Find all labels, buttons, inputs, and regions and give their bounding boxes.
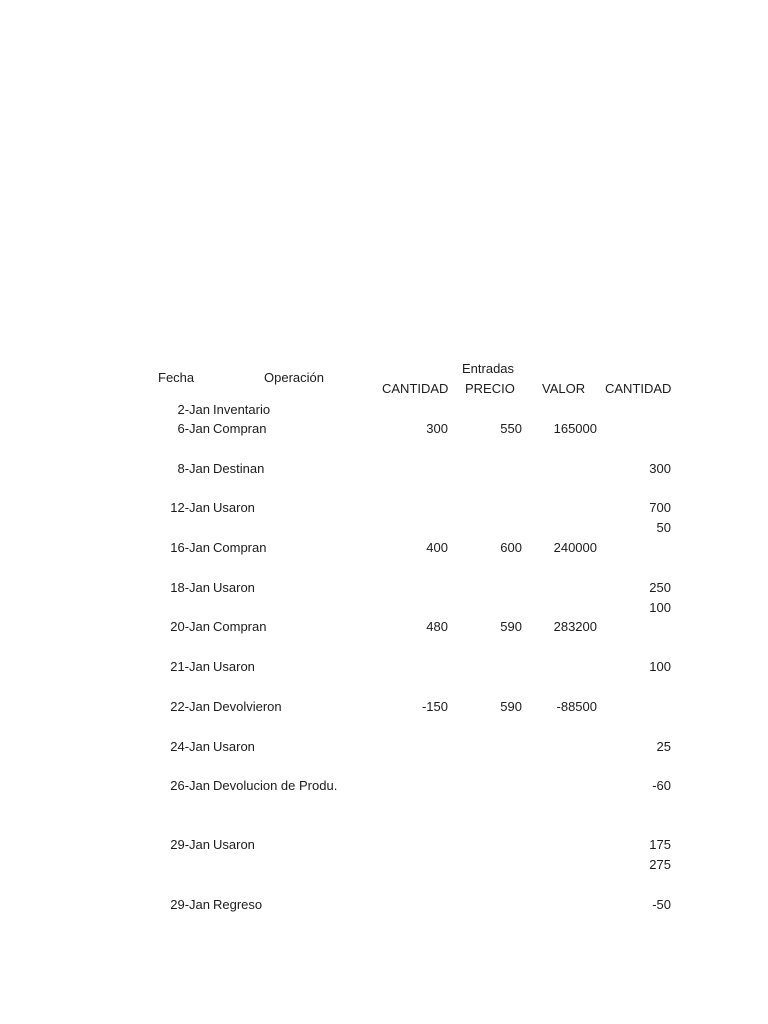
row-date: 29-Jan (170, 837, 210, 852)
row-entrada-cantidad: 480 (426, 619, 448, 634)
row-salida-cantidad-extra: 275 (649, 857, 671, 872)
column-group-entradas: Entradas (462, 361, 515, 376)
row-operation: Usaron (213, 659, 255, 674)
row-entrada-cantidad: 300 (426, 421, 448, 436)
table-row (0, 897, 768, 913)
row-salida-cantidad: 100 (649, 659, 671, 674)
table-row (0, 659, 768, 675)
row-salida-cantidad: 25 (656, 739, 671, 754)
row-operation: Usaron (213, 580, 255, 595)
column-header-cantidad-salidas: CANTIDAD (605, 381, 672, 396)
row-date: 21-Jan (170, 659, 210, 674)
table-row (0, 540, 768, 556)
row-date: 6-Jan (177, 421, 210, 436)
table-row (0, 402, 768, 418)
table-row (0, 699, 768, 715)
row-entrada-precio: 550 (500, 421, 522, 436)
column-header-cantidad: CANTIDAD (382, 381, 449, 396)
row-operation: Compran (213, 421, 267, 436)
row-date: 12-Jan (170, 500, 210, 515)
row-date: 8-Jan (177, 461, 210, 476)
row-entrada-valor: 165000 (553, 421, 597, 436)
table-row (0, 739, 768, 755)
row-date: 18-Jan (170, 580, 210, 595)
column-header-fecha: Fecha (158, 370, 195, 385)
row-operation: Regreso (213, 897, 263, 912)
row-operation: Devolvieron (213, 699, 282, 714)
table-row (0, 778, 768, 794)
row-date: 2-Jan (177, 402, 210, 417)
row-entrada-precio: 590 (500, 699, 522, 714)
row-salida-cantidad: -60 (652, 778, 671, 793)
table-row (0, 837, 768, 872)
row-entrada-cantidad: 400 (426, 540, 448, 555)
row-date: 29-Jan (170, 897, 210, 912)
row-salida-cantidad-extra: 50 (656, 520, 671, 535)
row-salida-cantidad: 175 (649, 837, 671, 852)
row-operation: Compran (213, 540, 267, 555)
row-entrada-valor: 240000 (553, 540, 597, 555)
table-row (0, 500, 768, 535)
column-header-valor: VALOR (542, 381, 586, 396)
row-date: 20-Jan (170, 619, 210, 634)
row-entrada-valor: -88500 (556, 699, 597, 714)
row-operation: Usaron (213, 739, 255, 754)
row-operation: Usaron (213, 500, 255, 515)
column-header-precio: PRECIO (465, 381, 515, 396)
row-operation: Compran (213, 619, 267, 634)
row-salida-cantidad: -50 (652, 897, 671, 912)
row-date: 16-Jan (170, 540, 210, 555)
row-salida-cantidad: 300 (649, 461, 671, 476)
row-salida-cantidad-extra: 100 (649, 600, 671, 615)
table-row (0, 580, 768, 615)
row-entrada-cantidad: -150 (421, 699, 448, 714)
row-date: 24-Jan (170, 739, 210, 754)
row-entrada-valor: 283200 (553, 619, 597, 634)
row-entrada-precio: 590 (500, 619, 522, 634)
row-salida-cantidad: 700 (649, 500, 671, 515)
row-entrada-precio: 600 (500, 540, 522, 555)
row-operation: Usaron (213, 837, 255, 852)
row-operation: Devolucion de Produ. (213, 778, 338, 793)
column-header-operacion: Operación (264, 370, 324, 385)
row-operation: Inventario (213, 402, 271, 417)
row-date: 26-Jan (170, 778, 210, 793)
table-row (0, 421, 768, 437)
table-row (0, 461, 768, 477)
row-date: 22-Jan (170, 699, 210, 714)
table-row (0, 619, 768, 635)
row-salida-cantidad: 250 (649, 580, 671, 595)
row-operation: Destinan (213, 461, 265, 476)
